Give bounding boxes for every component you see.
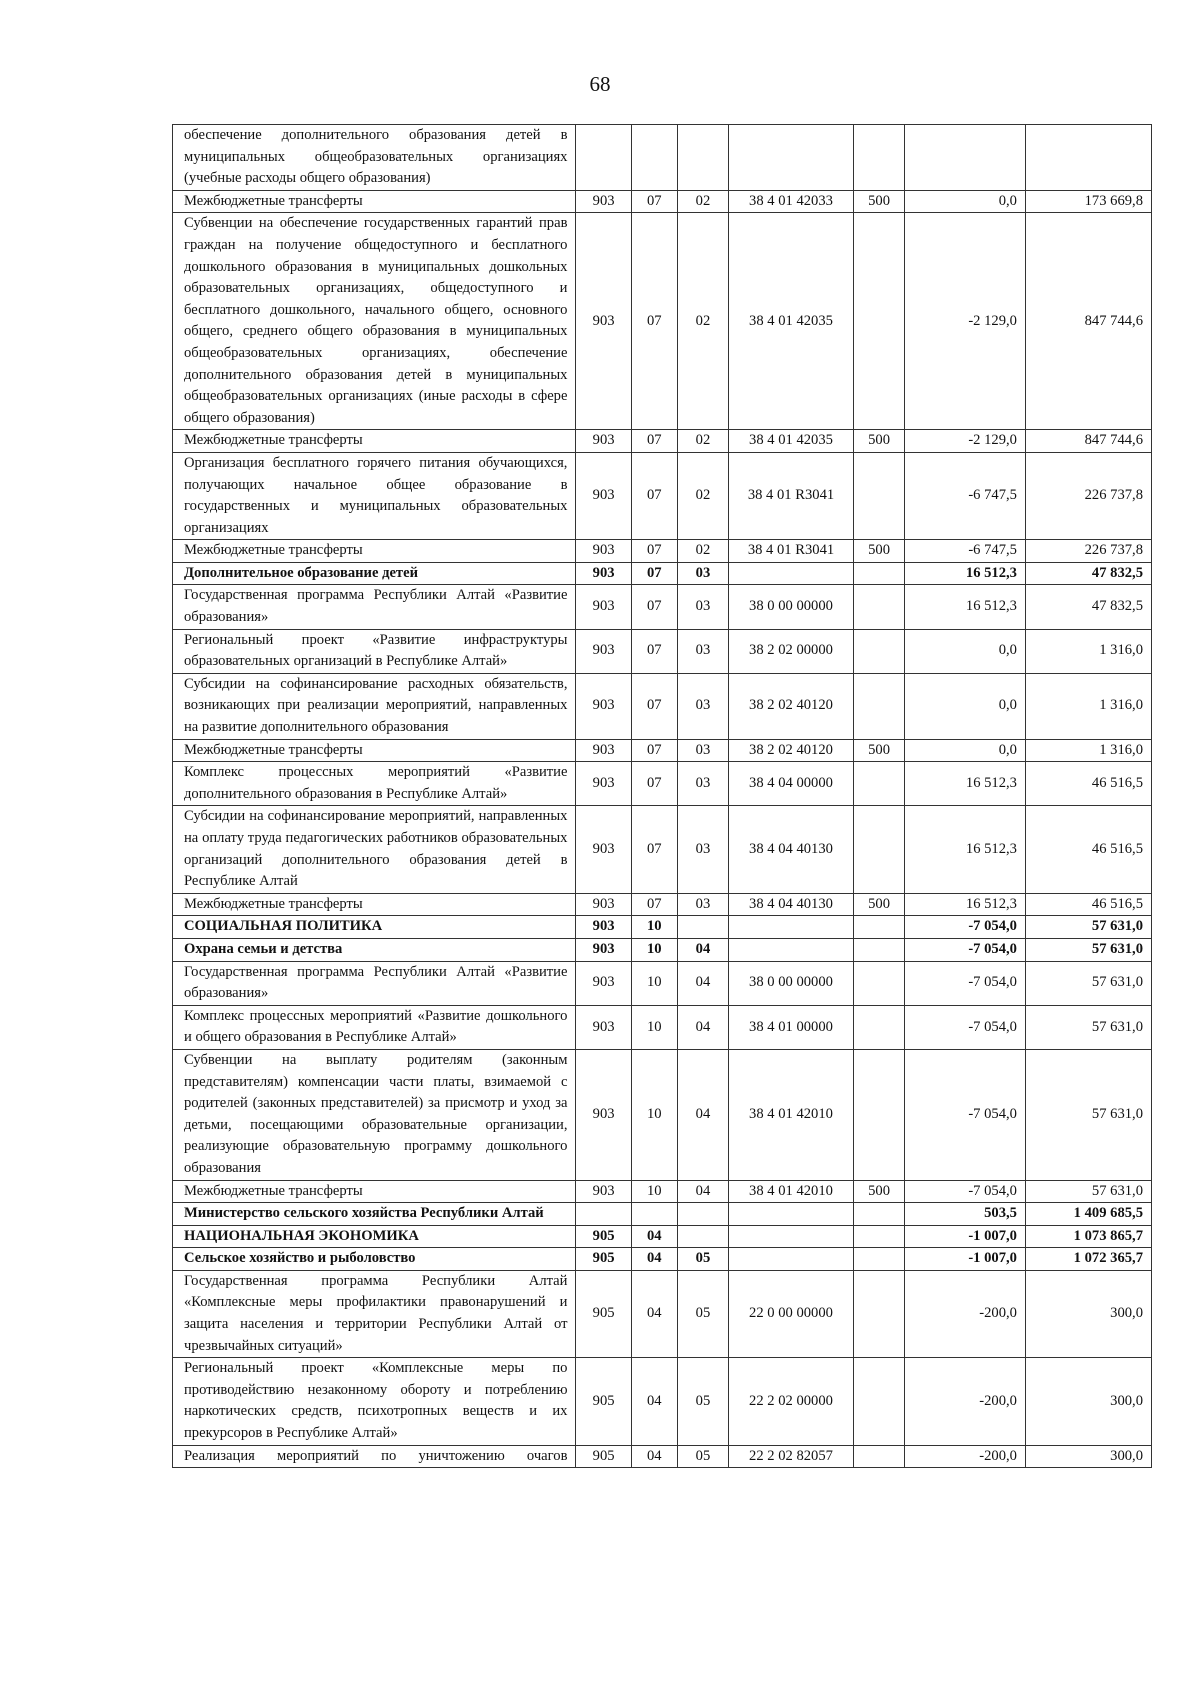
table-row — [173, 1248, 1152, 1271]
row-subsection-code: 02 — [677, 213, 728, 430]
row-amount-total: 57 631,0 — [1025, 1005, 1151, 1049]
row-subsection-code: 04 — [677, 961, 728, 1005]
row-ved-code: 903 — [576, 1005, 631, 1049]
row-target-article: 38 4 01 R3041 — [729, 540, 854, 563]
table-row — [173, 916, 1152, 939]
row-name: Организация бесплатного горячего питания обучающихся, получающих начальное общее образование в государственных и муниципальных образовательных организациях — [173, 452, 576, 539]
row-section-code: 07 — [631, 562, 677, 585]
table-row — [173, 1005, 1152, 1049]
table-row — [173, 585, 1152, 629]
row-target-article — [729, 1248, 854, 1271]
row-subsection-code: 02 — [677, 430, 728, 453]
row-target-article — [729, 1203, 854, 1226]
row-section-code — [631, 1203, 677, 1226]
row-amount-change: -200,0 — [905, 1445, 1026, 1468]
row-subsection-code: 05 — [677, 1445, 728, 1468]
row-name: Государственная программа Республики Алтай «Развитие образования» — [173, 961, 576, 1005]
row-target-article: 38 4 01 42010 — [729, 1049, 854, 1180]
row-amount-change: 16 512,3 — [905, 806, 1026, 893]
row-target-article: 38 0 00 00000 — [729, 961, 854, 1005]
row-target-article: 38 4 01 42035 — [729, 213, 854, 430]
table-row — [173, 430, 1152, 453]
row-amount-total: 47 832,5 — [1025, 585, 1151, 629]
row-amount-total: 300,0 — [1025, 1270, 1151, 1357]
row-name: Охрана семьи и детства — [173, 938, 576, 961]
row-amount-change: -2 129,0 — [905, 430, 1026, 453]
row-name: Министерство сельского хозяйства Республики Алтай — [173, 1203, 576, 1226]
row-expense-type — [853, 1005, 904, 1049]
row-amount-total: 46 516,5 — [1025, 893, 1151, 916]
row-ved-code: 905 — [576, 1248, 631, 1271]
row-section-code: 10 — [631, 1180, 677, 1203]
row-name: Межбюджетные трансферты — [173, 739, 576, 762]
row-section-code: 07 — [631, 806, 677, 893]
table-row — [173, 739, 1152, 762]
row-subsection-code: 03 — [677, 806, 728, 893]
row-target-article — [729, 125, 854, 191]
row-amount-change: -7 054,0 — [905, 938, 1026, 961]
row-amount-change: 0,0 — [905, 629, 1026, 673]
row-target-article: 38 4 04 00000 — [729, 762, 854, 806]
row-ved-code: 903 — [576, 673, 631, 739]
row-amount-change: -2 129,0 — [905, 213, 1026, 430]
row-name: Государственная программа Республики Алтай «Развитие образования» — [173, 585, 576, 629]
row-target-article: 22 0 00 00000 — [729, 1270, 854, 1357]
row-section-code: 07 — [631, 540, 677, 563]
row-target-article: 38 4 01 42035 — [729, 430, 854, 453]
row-subsection-code: 05 — [677, 1358, 728, 1445]
row-ved-code: 903 — [576, 452, 631, 539]
row-amount-total: 173 669,8 — [1025, 190, 1151, 213]
row-expense-type — [853, 585, 904, 629]
row-expense-type — [853, 1049, 904, 1180]
row-expense-type — [853, 125, 904, 191]
row-ved-code: 903 — [576, 430, 631, 453]
row-section-code: 07 — [631, 629, 677, 673]
row-amount-total: 57 631,0 — [1025, 1180, 1151, 1203]
row-section-code: 04 — [631, 1248, 677, 1271]
row-subsection-code — [677, 1225, 728, 1248]
table-row — [173, 540, 1152, 563]
row-amount-total: 57 631,0 — [1025, 938, 1151, 961]
row-amount-change: 16 512,3 — [905, 585, 1026, 629]
row-amount-total: 57 631,0 — [1025, 961, 1151, 1005]
row-subsection-code: 03 — [677, 562, 728, 585]
row-subsection-code — [677, 1203, 728, 1226]
row-section-code: 10 — [631, 1049, 677, 1180]
row-target-article: 38 0 00 00000 — [729, 585, 854, 629]
row-amount-change: -7 054,0 — [905, 961, 1026, 1005]
row-amount-change: -7 054,0 — [905, 1180, 1026, 1203]
row-ved-code: 903 — [576, 213, 631, 430]
row-expense-type — [853, 452, 904, 539]
row-section-code: 07 — [631, 585, 677, 629]
row-section-code: 07 — [631, 762, 677, 806]
row-expense-type — [853, 938, 904, 961]
row-subsection-code: 03 — [677, 585, 728, 629]
row-amount-total: 1 316,0 — [1025, 629, 1151, 673]
row-ved-code: 903 — [576, 893, 631, 916]
row-ved-code: 903 — [576, 190, 631, 213]
row-ved-code: 905 — [576, 1225, 631, 1248]
row-expense-type: 500 — [853, 739, 904, 762]
row-subsection-code: 02 — [677, 190, 728, 213]
row-amount-change: -200,0 — [905, 1358, 1026, 1445]
row-section-code: 04 — [631, 1358, 677, 1445]
row-expense-type: 500 — [853, 190, 904, 213]
table-row — [173, 1225, 1152, 1248]
table-row — [173, 938, 1152, 961]
row-section-code: 10 — [631, 916, 677, 939]
row-expense-type: 500 — [853, 893, 904, 916]
row-subsection-code — [677, 916, 728, 939]
row-expense-type — [853, 673, 904, 739]
row-ved-code: 905 — [576, 1270, 631, 1357]
row-amount-change: 16 512,3 — [905, 893, 1026, 916]
row-amount-change: -200,0 — [905, 1270, 1026, 1357]
row-ved-code: 905 — [576, 1358, 631, 1445]
row-amount-change: 0,0 — [905, 190, 1026, 213]
row-expense-type — [853, 1445, 904, 1468]
row-subsection-code: 03 — [677, 739, 728, 762]
budget-table-body — [173, 125, 1152, 1468]
row-ved-code: 903 — [576, 916, 631, 939]
row-expense-type — [853, 629, 904, 673]
row-amount-total: 847 744,6 — [1025, 213, 1151, 430]
row-target-article — [729, 562, 854, 585]
table-row — [173, 562, 1152, 585]
row-subsection-code: 04 — [677, 1049, 728, 1180]
row-subsection-code: 03 — [677, 673, 728, 739]
row-expense-type — [853, 1358, 904, 1445]
row-subsection-code: 02 — [677, 540, 728, 563]
row-target-article: 22 2 02 00000 — [729, 1358, 854, 1445]
row-amount-total: 57 631,0 — [1025, 1049, 1151, 1180]
row-name: Реализация мероприятий по уничтожению очагов — [173, 1445, 576, 1468]
table-row — [173, 1049, 1152, 1180]
row-expense-type — [853, 1225, 904, 1248]
row-name: Региональный проект «Комплексные меры по противодействию незаконному обороту и потреблению наркотических средств, психотропных веществ и их прекурсоров в Республике Алтай» — [173, 1358, 576, 1445]
row-target-article: 38 4 04 40130 — [729, 893, 854, 916]
row-name: Субвенции на обеспечение государственных гарантий прав граждан на получение общедоступного и бесплатного дошкольного образования в муниципальных дошкольных образовательных организациях, общедоступного и бесплатного дошкольного, начального общего, основного общего, среднего общего образования в муниципальных общеобразовательных организациях, обеспечение дополнительного образования детей в муниципальных общеобразовательных организациях (иные расходы в сфере общего образования) — [173, 213, 576, 430]
row-name: Региональный проект «Развитие инфраструктуры образовательных организаций в Республике Алтай» — [173, 629, 576, 673]
row-section-code: 10 — [631, 938, 677, 961]
row-target-article: 38 2 02 40120 — [729, 739, 854, 762]
row-ved-code: 903 — [576, 961, 631, 1005]
row-ved-code: 903 — [576, 629, 631, 673]
row-expense-type — [853, 1248, 904, 1271]
row-name: Комплекс процессных мероприятий «Развитие дополнительного образования в Республике Алтай» — [173, 762, 576, 806]
row-ved-code: 903 — [576, 1180, 631, 1203]
table-row — [173, 806, 1152, 893]
row-subsection-code: 04 — [677, 1180, 728, 1203]
row-target-article — [729, 916, 854, 939]
row-amount-change: -7 054,0 — [905, 916, 1026, 939]
row-amount-total: 1 073 865,7 — [1025, 1225, 1151, 1248]
page-number: 68 — [589, 72, 611, 96]
row-expense-type — [853, 762, 904, 806]
table-row — [173, 190, 1152, 213]
row-expense-type — [853, 1203, 904, 1226]
row-subsection-code: 04 — [677, 1005, 728, 1049]
row-section-code: 04 — [631, 1445, 677, 1468]
row-expense-type — [853, 916, 904, 939]
row-ved-code: 903 — [576, 739, 631, 762]
row-ved-code: 903 — [576, 585, 631, 629]
row-section-code: 04 — [631, 1225, 677, 1248]
row-section-code: 07 — [631, 673, 677, 739]
row-amount-total: 1 409 685,5 — [1025, 1203, 1151, 1226]
row-name: Субсидии на софинансирование мероприятий, направленных на оплату труда педагогических работников образовательных организаций дополнительного образования детей в Республике Алтай — [173, 806, 576, 893]
row-expense-type — [853, 213, 904, 430]
row-section-code: 07 — [631, 893, 677, 916]
row-target-article: 38 4 04 40130 — [729, 806, 854, 893]
row-expense-type — [853, 806, 904, 893]
row-section-code: 10 — [631, 961, 677, 1005]
table-row — [173, 629, 1152, 673]
row-amount-change — [905, 125, 1026, 191]
table-row — [173, 1180, 1152, 1203]
table-row — [173, 1445, 1152, 1468]
row-ved-code — [576, 125, 631, 191]
row-subsection-code: 03 — [677, 629, 728, 673]
row-name: Комплекс процессных мероприятий «Развитие дошкольного и общего образования в Республике Алтай» — [173, 1005, 576, 1049]
row-expense-type: 500 — [853, 540, 904, 563]
row-ved-code: 903 — [576, 762, 631, 806]
row-ved-code: 903 — [576, 938, 631, 961]
row-target-article: 38 2 02 00000 — [729, 629, 854, 673]
row-expense-type: 500 — [853, 430, 904, 453]
row-ved-code: 903 — [576, 1049, 631, 1180]
row-subsection-code — [677, 125, 728, 191]
row-ved-code: 903 — [576, 562, 631, 585]
table-row — [173, 762, 1152, 806]
table-row — [173, 673, 1152, 739]
row-subsection-code: 05 — [677, 1248, 728, 1271]
row-amount-change: -7 054,0 — [905, 1005, 1026, 1049]
row-name: Межбюджетные трансферты — [173, 190, 576, 213]
row-name: Дополнительное образование детей — [173, 562, 576, 585]
row-amount-change: 16 512,3 — [905, 762, 1026, 806]
table-row — [173, 1270, 1152, 1357]
table-row — [173, 1358, 1152, 1445]
row-target-article: 38 2 02 40120 — [729, 673, 854, 739]
row-name: Субвенции на выплату родителям (законным представителям) компенсации части платы, взимаемой с родителей (законных представителей) за присмотр и уход за детьми, посещающими образовательные организации, реализующие образовательную программу дошкольного образования — [173, 1049, 576, 1180]
row-section-code: 07 — [631, 213, 677, 430]
row-subsection-code: 02 — [677, 452, 728, 539]
row-target-article: 38 4 01 42033 — [729, 190, 854, 213]
budget-table — [172, 124, 1152, 1468]
row-section-code: 07 — [631, 190, 677, 213]
row-expense-type — [853, 1270, 904, 1357]
row-ved-code: 903 — [576, 806, 631, 893]
row-amount-total: 1 316,0 — [1025, 739, 1151, 762]
row-amount-total: 300,0 — [1025, 1445, 1151, 1468]
row-amount-change: -7 054,0 — [905, 1049, 1026, 1180]
row-amount-change: -6 747,5 — [905, 452, 1026, 539]
table-row — [173, 125, 1152, 191]
table-row — [173, 961, 1152, 1005]
row-amount-change: -1 007,0 — [905, 1248, 1026, 1271]
row-section-code — [631, 125, 677, 191]
row-subsection-code: 03 — [677, 762, 728, 806]
row-subsection-code: 05 — [677, 1270, 728, 1357]
row-expense-type — [853, 961, 904, 1005]
row-amount-change: -6 747,5 — [905, 540, 1026, 563]
table-row — [173, 1203, 1152, 1226]
row-amount-change: 0,0 — [905, 739, 1026, 762]
row-name: Межбюджетные трансферты — [173, 893, 576, 916]
row-amount-total: 847 744,6 — [1025, 430, 1151, 453]
row-name: СОЦИАЛЬНАЯ ПОЛИТИКА — [173, 916, 576, 939]
row-name: Межбюджетные трансферты — [173, 430, 576, 453]
row-amount-total: 1 072 365,7 — [1025, 1248, 1151, 1271]
row-name: Межбюджетные трансферты — [173, 1180, 576, 1203]
row-expense-type — [853, 562, 904, 585]
row-section-code: 07 — [631, 739, 677, 762]
row-amount-change: -1 007,0 — [905, 1225, 1026, 1248]
row-amount-total: 300,0 — [1025, 1358, 1151, 1445]
row-target-article — [729, 938, 854, 961]
row-amount-total: 46 516,5 — [1025, 806, 1151, 893]
row-section-code: 07 — [631, 452, 677, 539]
row-subsection-code: 04 — [677, 938, 728, 961]
row-target-article: 22 2 02 82057 — [729, 1445, 854, 1468]
row-target-article: 38 4 01 R3041 — [729, 452, 854, 539]
row-subsection-code: 03 — [677, 893, 728, 916]
row-amount-total: 226 737,8 — [1025, 452, 1151, 539]
row-amount-change: 0,0 — [905, 673, 1026, 739]
row-name: НАЦИОНАЛЬНАЯ ЭКОНОМИКА — [173, 1225, 576, 1248]
row-target-article: 38 4 01 42010 — [729, 1180, 854, 1203]
row-name: обеспечение дополнительного образования детей в муниципальных общеобразовательных организациях (учебные расходы общего образования) — [173, 125, 576, 191]
row-ved-code: 905 — [576, 1445, 631, 1468]
row-amount-total: 226 737,8 — [1025, 540, 1151, 563]
row-amount-total: 57 631,0 — [1025, 916, 1151, 939]
row-name: Государственная программа Республики Алтай «Комплексные меры профилактики правонарушений и защита населения и территории Республики Алтай от чрезвычайных ситуаций» — [173, 1270, 576, 1357]
row-amount-total: 1 316,0 — [1025, 673, 1151, 739]
row-amount-total: 47 832,5 — [1025, 562, 1151, 585]
row-section-code: 04 — [631, 1270, 677, 1357]
row-name: Сельское хозяйство и рыболовство — [173, 1248, 576, 1271]
row-ved-code — [576, 1203, 631, 1226]
row-expense-type: 500 — [853, 1180, 904, 1203]
table-row — [173, 452, 1152, 539]
row-section-code: 07 — [631, 430, 677, 453]
table-row — [173, 893, 1152, 916]
row-amount-change: 503,5 — [905, 1203, 1026, 1226]
row-target-article: 38 4 01 00000 — [729, 1005, 854, 1049]
row-amount-total: 46 516,5 — [1025, 762, 1151, 806]
row-section-code: 10 — [631, 1005, 677, 1049]
row-ved-code: 903 — [576, 540, 631, 563]
row-name: Межбюджетные трансферты — [173, 540, 576, 563]
row-amount-total — [1025, 125, 1151, 191]
row-name: Субсидии на софинансирование расходных обязательств, возникающих при реализации мероприятий, направленных на развитие дополнительного образования — [173, 673, 576, 739]
row-target-article — [729, 1225, 854, 1248]
table-row — [173, 213, 1152, 430]
row-amount-change: 16 512,3 — [905, 562, 1026, 585]
